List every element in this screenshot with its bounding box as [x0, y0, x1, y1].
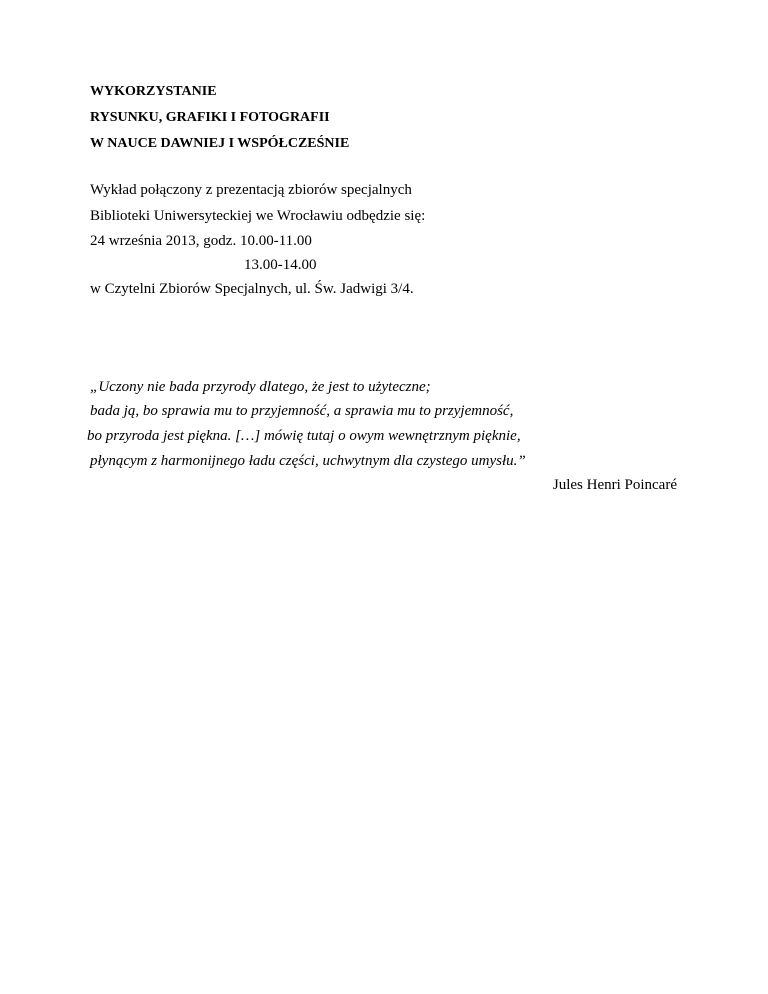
announcement-date-time: 24 września 2013, godz. 10.00-11.00	[90, 233, 312, 249]
quote-author: Jules Henri Poincaré	[552, 477, 677, 493]
quote-line-2: bada ją, bo sprawia mu to przyjemność, a sprawia mu to przyjemność,	[90, 403, 514, 419]
quote-line-4: płynącym z harmonijnego ładu części, uchwytnym dla czystego umysłu.”	[90, 453, 526, 469]
announcement-line-1: Wykład połączony z prezentacją zbiorów specjalnych	[90, 182, 412, 198]
heading-line-2: RYSUNKU, GRAFIKI I FOTOGRAFII	[90, 110, 330, 125]
quote-line-1: „Uczony nie bada przyrody dlatego, że jest to użyteczne;	[90, 379, 431, 395]
heading-line-3: W NAUCE DAWNIEJ I WSPÓŁCZEŚNIE	[90, 136, 350, 151]
announcement-location: w Czytelni Zbiorów Specjalnych, ul. Św. Jadwigi 3/4.	[90, 281, 414, 297]
announcement-line-2: Biblioteki Uniwersyteckiej we Wrocławiu odbędzie się:	[90, 208, 426, 224]
announcement-second-time: 13.00-14.00	[244, 257, 317, 273]
heading-line-1: WYKORZYSTANIE	[90, 84, 217, 99]
quote-line-3: bo przyroda jest piękna. […] mówię tutaj o owym wewnętrznym pięknie,	[87, 428, 521, 444]
